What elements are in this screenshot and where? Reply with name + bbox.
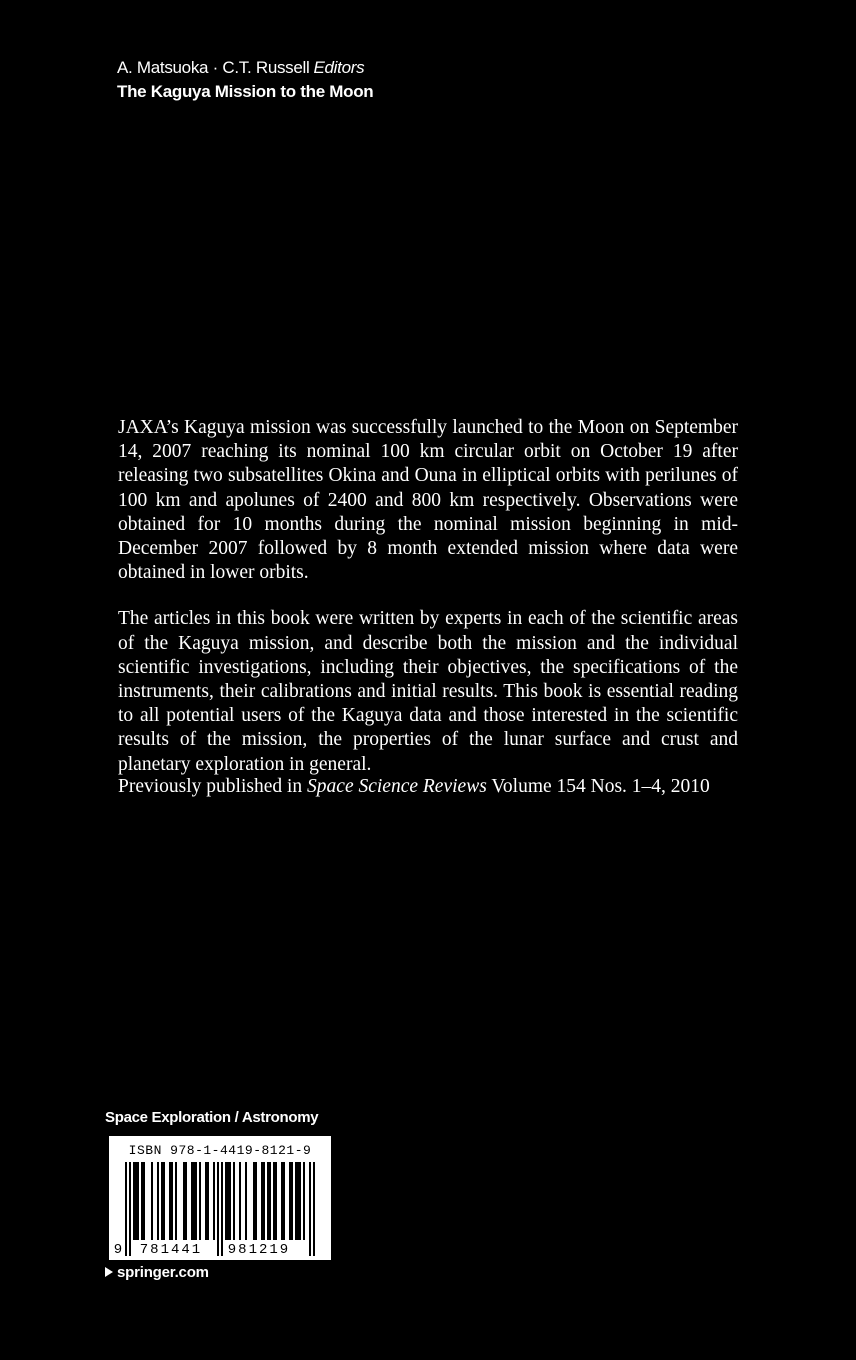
barcode-bar (309, 1162, 311, 1256)
previously-suffix: Volume 154 Nos. 1–4, 2010 (491, 776, 710, 797)
barcode-bar (255, 1162, 257, 1240)
barcode-bar (313, 1162, 315, 1256)
springer-url[interactable]: springer.com (117, 1264, 209, 1281)
journal-name: Space Science Reviews (307, 776, 487, 797)
editors-line (117, 58, 364, 78)
barcode-bar (199, 1162, 201, 1240)
barcode-bar (273, 1162, 275, 1240)
barcode-bar (125, 1162, 127, 1256)
springer-link[interactable] (105, 1264, 209, 1281)
barcode-bar (175, 1162, 177, 1240)
blurb-paragraph-2: The articles in this book were written by experts in each of the scientific areas of the Kaguya mission, and describe both the mission and the individual scientific investigations, including their objectives, the specifications of the instruments, their calibrations and initial results. This book is essential reading to all potential users of the Kaguya data and those interested in the scientific results of the mission, the properties of the lunar surface and crust and planetary exploration in general. (118, 608, 738, 775)
barcode-digit-prefix: 9 (113, 1242, 123, 1258)
book-title: The Kaguya Mission to the Moon (117, 82, 374, 101)
barcode-bar (269, 1162, 271, 1240)
barcode-bar (207, 1162, 209, 1240)
barcode-bar (263, 1162, 265, 1240)
barcode-bar (217, 1162, 219, 1256)
barcode-bar (233, 1162, 235, 1240)
barcode-digits-right: 981219 (227, 1242, 291, 1258)
barcode-bar (137, 1162, 139, 1240)
barcode-bar (267, 1162, 269, 1240)
barcode-bar (245, 1162, 247, 1240)
barcode-bar (281, 1162, 283, 1240)
barcode-bar (225, 1162, 227, 1240)
barcode-bar (299, 1162, 301, 1240)
barcode-bar (221, 1162, 223, 1256)
barcode-bar (229, 1162, 231, 1240)
barcode-bar (283, 1162, 285, 1240)
barcode-bar (239, 1162, 241, 1240)
barcode-bar (171, 1162, 173, 1240)
barcode-bar (213, 1162, 215, 1240)
barcode-bar (129, 1162, 131, 1256)
barcode-bar (133, 1162, 135, 1240)
blurb (118, 416, 738, 777)
barcode-bar (297, 1162, 299, 1240)
barcode-bar (261, 1162, 263, 1240)
barcode-bar (163, 1162, 165, 1240)
previously-published (118, 776, 710, 798)
editors-names: A. Matsuoka · C.T. Russell (117, 58, 310, 77)
barcode-bar (161, 1162, 163, 1240)
barcode-digits-left: 781441 (139, 1242, 203, 1258)
barcode-bar (289, 1162, 291, 1240)
barcode-bar (303, 1162, 305, 1240)
barcode-bar (143, 1162, 145, 1240)
barcode-bar (275, 1162, 277, 1240)
barcode (109, 1136, 331, 1260)
barcode-bar (205, 1162, 207, 1240)
editors-role: Editors (313, 58, 365, 77)
barcode-bar (151, 1162, 153, 1240)
barcode-bar (135, 1162, 137, 1240)
isbn-text: ISBN 978-1-4419-8121-9 (128, 1143, 312, 1158)
barcode-bar (291, 1162, 293, 1240)
barcode-bar (169, 1162, 171, 1240)
barcode-bar (195, 1162, 197, 1240)
barcode-bar (141, 1162, 143, 1240)
barcode-bar (253, 1162, 255, 1240)
play-arrow-icon (105, 1267, 113, 1277)
barcode-bar (193, 1162, 195, 1240)
barcode-bar (191, 1162, 193, 1240)
barcode-bar (227, 1162, 229, 1240)
barcode-bar (183, 1162, 185, 1240)
blurb-paragraph-1: JAXA’s Kaguya mission was successfully launched to the Moon on September 14, 2007 reaching its nominal 100 km circular orbit on October 19 after releasing two subsatellites Okina and Ouna in elliptical orbits with perilunes of 100 km and apolunes of 2400 and 800 km respectively. Observations were obtained for 10 months during the nominal mission beginning in mid-December 2007 followed by 8 month extended mission where data were obtained in lower orbits. (118, 417, 738, 584)
barcode-bar (295, 1162, 297, 1240)
barcode-bar (157, 1162, 159, 1240)
barcode-bar (185, 1162, 187, 1240)
previously-prefix: Previously published in (118, 776, 303, 797)
subject-category: Space Exploration / Astronomy (105, 1109, 319, 1126)
barcode-image (109, 1136, 331, 1260)
